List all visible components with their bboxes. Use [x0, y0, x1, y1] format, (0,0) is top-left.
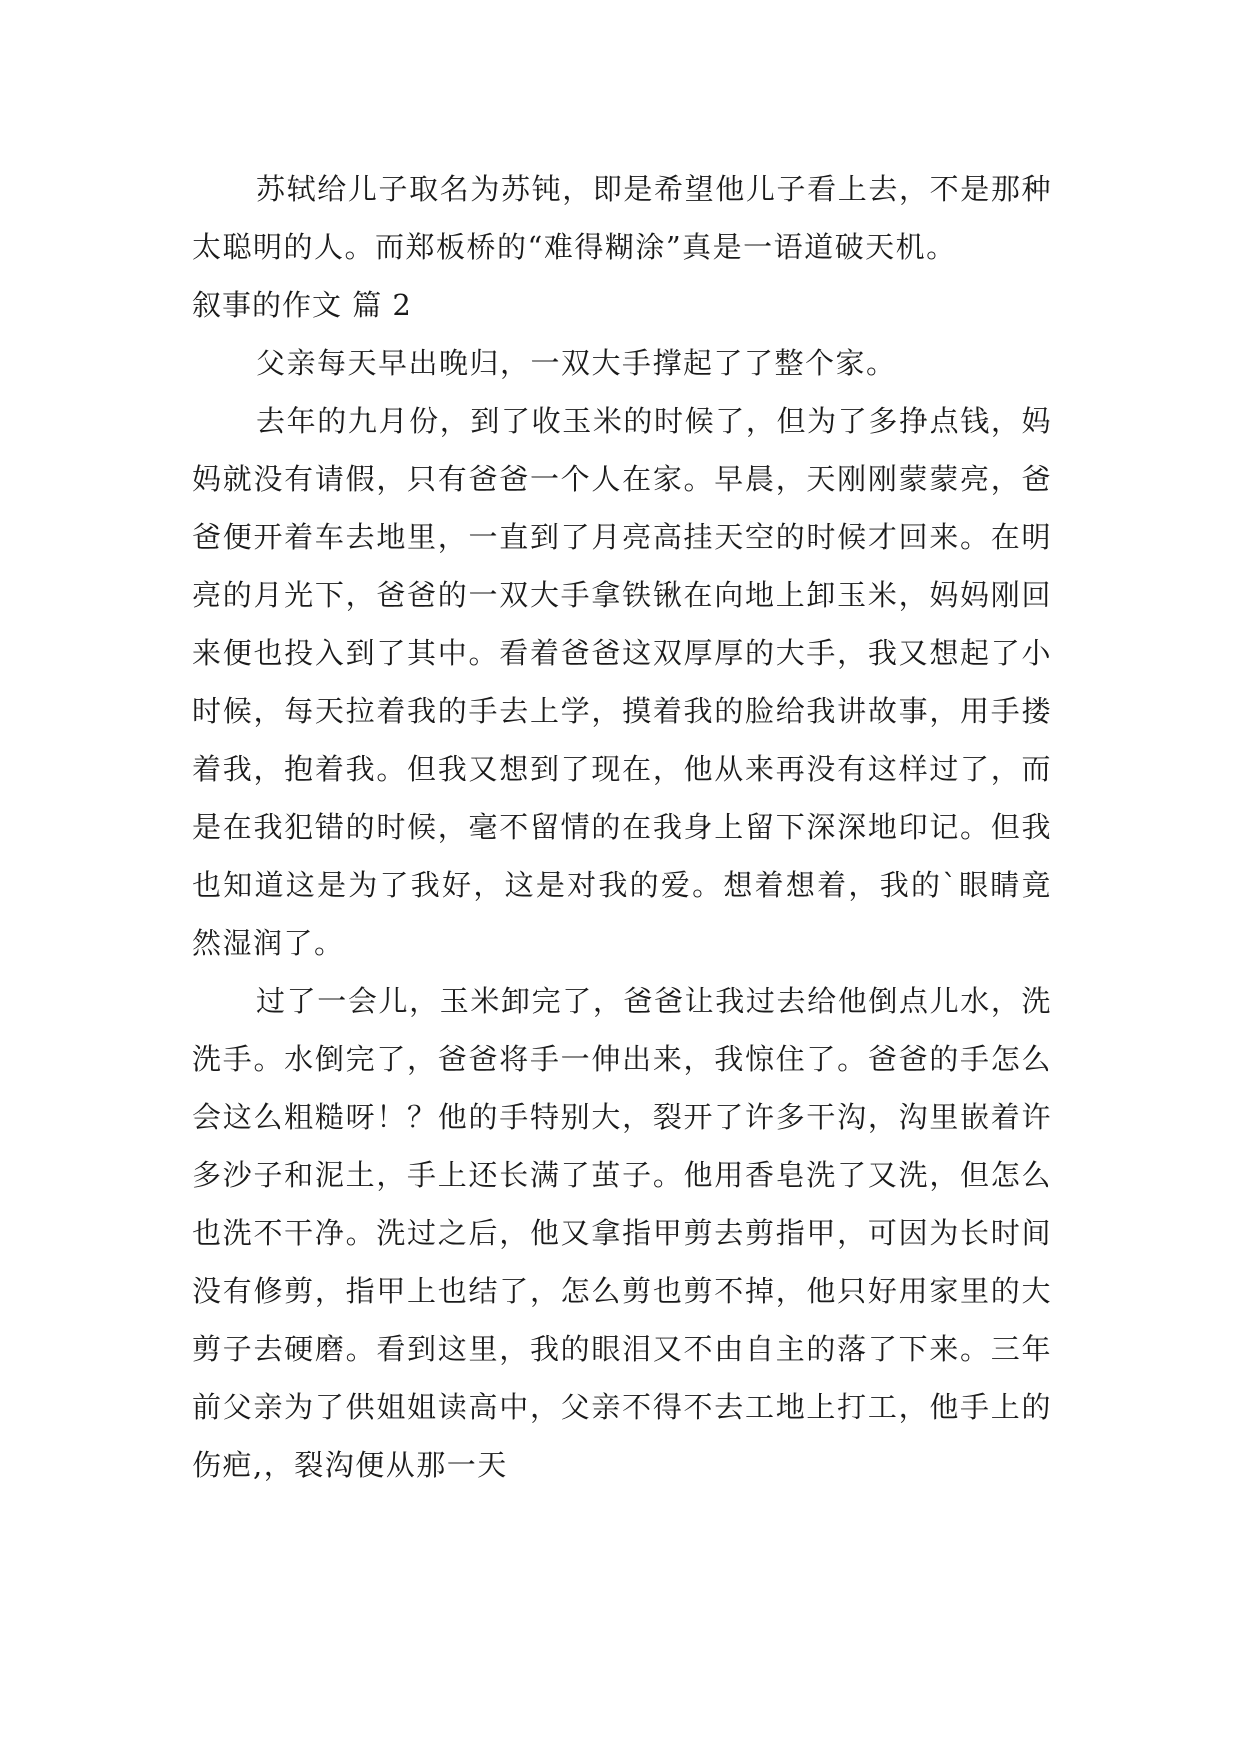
document-body — [192, 160, 1052, 1494]
paragraph-3: 过了一会儿，玉米卸完了，爸爸让我过去给他倒点儿水，洗洗手。水倒完了，爸爸将手一伸出来，我惊住了。爸爸的手怎么会这么粗糙呀！？他的手特别大，裂开了许多干沟，沟里嵌着许多沙子和泥土，手上还长满了茧子。他用香皂洗了又洗，但怎么也洗不干净。洗过之后，他又拿指甲剪去剪指甲，可因为长时间没有修剪，指甲上也结了，怎么剪也剪不掉，他只好用家里的大剪子去硬磨。看到这里，我的眼泪又不由自主的落了下来。三年前父亲为了供姐姐读高中，父亲不得不去工地上打工，他手上的伤疤,，裂沟便从那一天 — [192, 984, 1052, 1482]
paragraph-2: 去年的九月份，到了收玉米的时候了，但为了多挣点钱，妈妈就没有请假，只有爸爸一个人在家。早晨，天刚刚蒙蒙亮，爸爸便开着车去地里，一直到了月亮高挂天空的时候才回来。在明亮的月光下，爸爸的一双大手拿铁锹在向地上卸玉米，妈妈刚回来便也投入到了其中。看着爸爸这双厚厚的大手，我又想起了小时候，每天拉着我的手去上学，摸着我的脸给我讲故事，用手搂着我，抱着我。但我又想到了现在，他从来再没有这样过了，而是在我犯错的时候，毫不留情的在我身上留下深深地印记。但我也知道这是为了我好，这是对我的爱。想着想着，我的`眼睛竟然湿润了。 — [192, 404, 1052, 960]
paragraph-intro: 苏轼给儿子取名为苏钝，即是希望他儿子看上去，不是那种太聪明的人。而郑板桥的“难得糊涂”真是一语道破天机。 — [192, 172, 1052, 264]
paragraph-1: 父亲每天早出晚归，一双大手撑起了了整个家。 — [256, 346, 897, 380]
section-heading: 叙事的作文 篇 2 — [192, 288, 412, 322]
